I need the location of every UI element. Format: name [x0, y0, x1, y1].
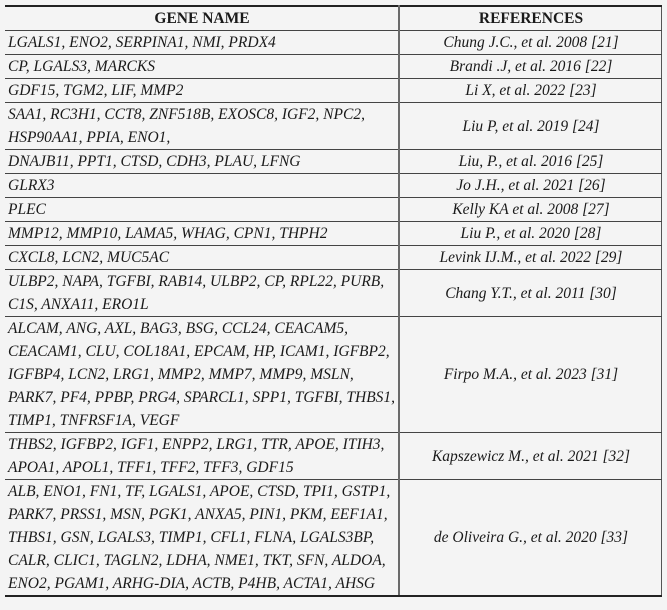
gene-list-cell: ULBP2, NAPA, TGFBI, RAB14, ULBP2, CP, RPL22, PURB, C1S, ANXA11, ERO1L	[5, 270, 399, 317]
table-row	[5, 174, 662, 198]
reference-cell: de Oliveira G., et al. 2020 [33]	[399, 480, 662, 597]
reference-cell: Kapszewicz M., et al. 2021 [32]	[399, 433, 662, 480]
gene-list-cell: ALB, ENO1, FN1, TF, LGALS1, APOE, CTSD, TPI1, GSTP1, PARK7, PRSS1, MSN, PGK1, ANXA5, PIN1, PKM, EEF1A1, THBS1, GSN, LGALS3, TIMP1, CFL1, FLNA, LGALS3BP, CALR, CLIC1, TAGLN2, LDHA, NME1, TKT, SFN, ALDOA, ENO2, PGAM1, ARHG-DIA, ACTB, P4HB, ACTA1, AHSG	[5, 480, 399, 597]
table-row	[5, 246, 662, 270]
header-gene-name: GENE NAME	[5, 6, 399, 31]
gene-list-cell: SAA1, RC3H1, CCT8, ZNF518B, EXOSC8, IGF2, NPC2, HSP90AA1, PPIA, ENO1,	[5, 103, 399, 150]
reference-cell: Jo J.H., et al. 2021 [26]	[399, 174, 662, 198]
gene-list-cell: CP, LGALS3, MARCKS	[5, 55, 399, 79]
reference-cell: Chung J.C., et al. 2008 [21]	[399, 31, 662, 55]
table-row	[5, 198, 662, 222]
gene-list-cell: LGALS1, ENO2, SERPINA1, NMI, PRDX4	[5, 31, 399, 55]
gene-list-cell: GDF15, TGM2, LIF, MMP2	[5, 79, 399, 103]
gene-list-cell: DNAJB11, PPT1, CTSD, CDH3, PLAU, LFNG	[5, 150, 399, 174]
gene-list-cell: THBS2, IGFBP2, IGF1, ENPP2, LRG1, TTR, APOE, ITIH3, APOA1, APOL1, TFF1, TFF2, TFF3, GDF15	[5, 433, 399, 480]
gene-list-cell: MMP12, MMP10, LAMA5, WHAG, CPN1, THPH2	[5, 222, 399, 246]
reference-cell: Kelly KA et al. 2008 [27]	[399, 198, 662, 222]
reference-cell: Firpo M.A., et al. 2023 [31]	[399, 317, 662, 433]
table-row	[5, 55, 662, 79]
table-row	[5, 31, 662, 55]
table-row	[5, 150, 662, 174]
reference-cell: Chang Y.T., et al. 2011 [30]	[399, 270, 662, 317]
gene-reference-table	[5, 5, 662, 597]
table-row	[5, 103, 662, 150]
gene-list-cell: PLEC	[5, 198, 399, 222]
reference-cell: Liu P, et al. 2019 [24]	[399, 103, 662, 150]
table-row	[5, 270, 662, 317]
gene-list-cell: GLRX3	[5, 174, 399, 198]
reference-cell: Liu P., et al. 2020 [28]	[399, 222, 662, 246]
header-row	[5, 6, 662, 31]
gene-list-cell: ALCAM, ANG, AXL, BAG3, BSG, CCL24, CEACAM5, CEACAM1, CLU, COL18A1, EPCAM, HP, ICAM1, IGFBP2, IGFBP4, LCN2, LRG1, MMP2, MMP7, MMP9, MSLN, PARK7, PF4, PPBP, PRG4, SPARCL1, SPP1, TGFBI, THBS1, TIMP1, TNFRSF1A, VEGF	[5, 317, 399, 433]
reference-cell: Liu, P., et al. 2016 [25]	[399, 150, 662, 174]
header-references: REFERENCES	[399, 6, 662, 31]
table-row	[5, 79, 662, 103]
reference-cell: Brandi .J, et al. 2016 [22]	[399, 55, 662, 79]
table-row	[5, 433, 662, 480]
reference-cell: Levink IJ.M., et al. 2022 [29]	[399, 246, 662, 270]
table-row	[5, 480, 662, 597]
table-row	[5, 317, 662, 433]
gene-list-cell: CXCL8, LCN2, MUC5AC	[5, 246, 399, 270]
table-row	[5, 222, 662, 246]
reference-cell: Li X, et al. 2022 [23]	[399, 79, 662, 103]
